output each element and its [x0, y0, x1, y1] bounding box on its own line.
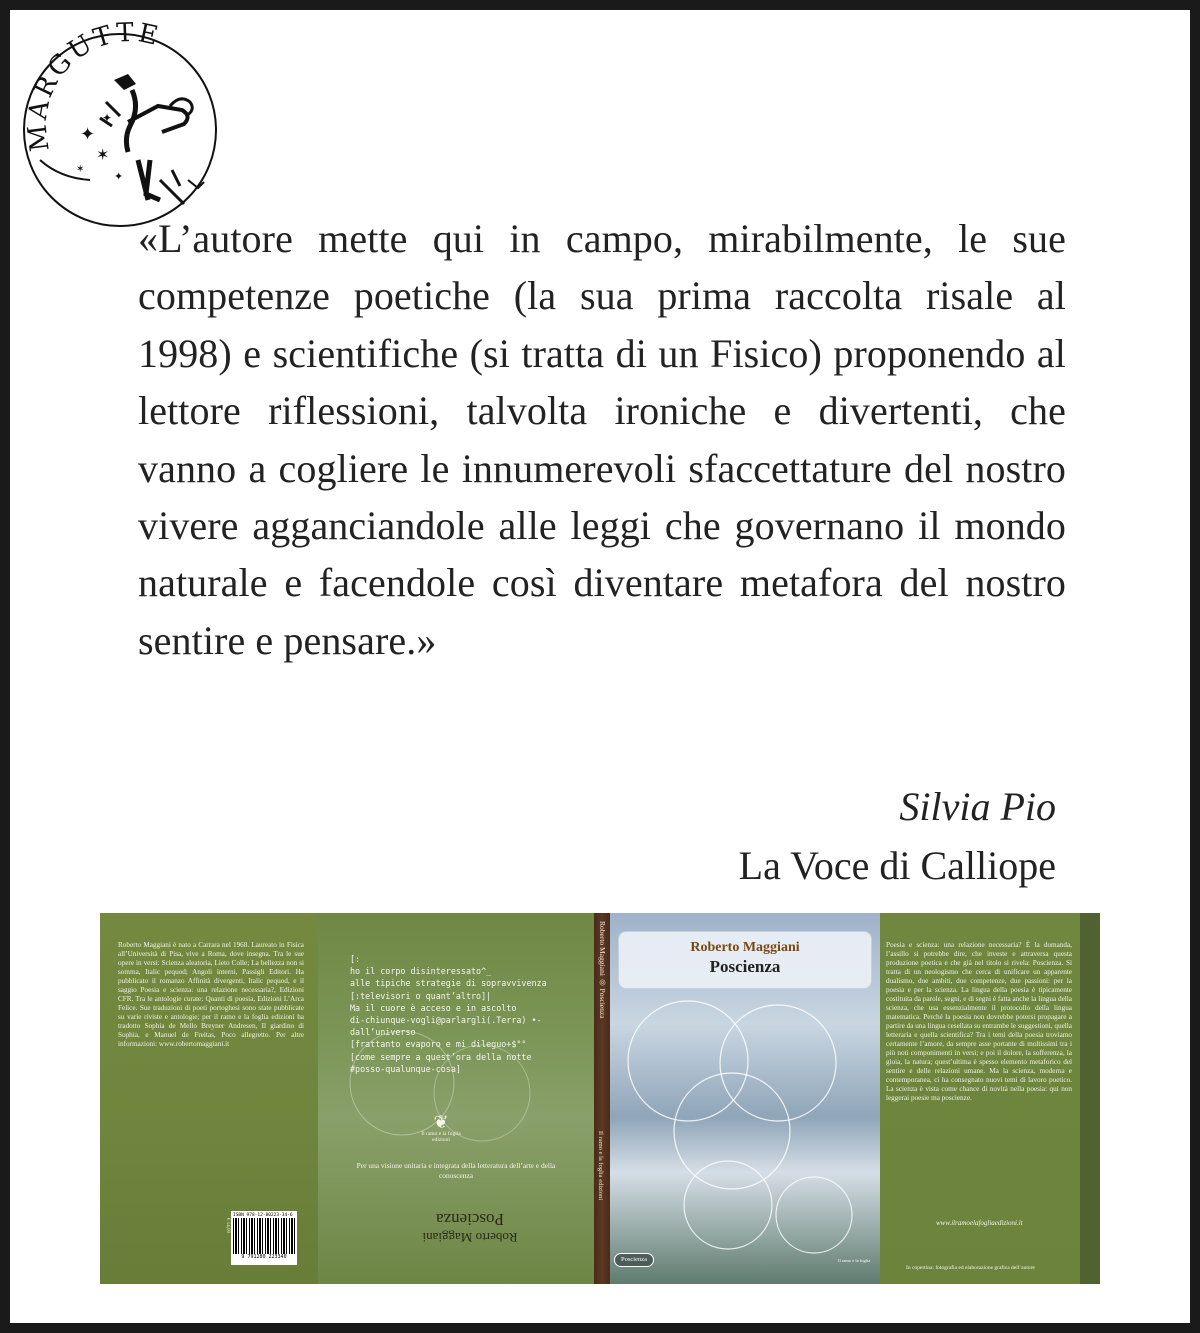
front-flap-text: Poesia e scienza: una relazione necessaria? È la domanda, l’assillo si potrebbe dire, che investe e attraversa questa produzione poetica e che già nel titolo si rivela: Poscienza. Si tratta di un neologismo che cerca di unificare un apparente dualismo, due ambiti, due competenze, due passioni: per la poesia e per la scienza. La lingua della poesia è tipicamente costituita da parole, segni, e di segni è fatta anche la lingua della scienza, che usa essenzialmente il protocollo della lingua matematica. Perché la poesia non dovrebbe potersi propagare a partire da una lingua cesellata su entrambe le suggestioni, quella letteraria e quella scientifica? Tra i temi della poesia troviamo certamente l’amore, da sempre asse portante di moltissimi tra i più noti componimenti in versi; e poi il dolore, la sofferenza, la gioia, la natura; quest’ultima è spesso elemento metaforico del sentire e delle relazioni umane. Ma la scienza, moderna e contemporanea, ci ha consegnato nuovi temi di lavoro poetico. La scienza è vista come chance di novità nella poesia: qui non leggerai poesie ma poscienze. — [886, 941, 1072, 1102]
publisher-name: Il ramo e la foglia — [421, 1131, 461, 1137]
cover-edge — [1080, 913, 1100, 1284]
svg-text:✦: ✦ — [80, 124, 96, 144]
publisher-website: www.ilramoelafogliaedizioni.it — [936, 1219, 1023, 1227]
front-author: Roberto Maggiani — [690, 940, 800, 955]
spine-publisher: Il ramo e la foglia edizioni — [597, 1131, 604, 1201]
poem-line: [frattanto evaporo e mi dileguo+$°° — [350, 1039, 527, 1050]
author-bio: Roberto Maggiani è nato a Carrara nel 1968. Laureato in Fisica all’Università di Pisa, vive a Roma, dove insegna. Tra le sue opere in versi: Scienza aleatoria, Lieto Colle; La bellezza non si somma, Italic pequod; Angoli interni, Passigli Editori. Ha pubblicato il romanzo Affinità divergenti, Italic pequod, e il saggio Poesia e scienza: una relazione necessaria?, Edizioni CFR. Tra le antologie curate: Quanti di poesia, Edizioni L’Arca Felice. Sue traduzioni di poeti portoghesi sono state pubblicate su varie riviste e antologie; per il ramo e la foglia edizioni ha tradotto Sophia de Mello Breyner Andresen, Il giardino di Sophia, e Manuel de Freitas, Poco allegretto. Per altre informazioni: www.robertomaggiani.it — [118, 941, 304, 1048]
svg-text:MARGUTTE: MARGUTTE — [22, 17, 164, 154]
barcode-number: 9 791280 223340 — [241, 1254, 287, 1260]
poem-line: [:televisori o quant’altro]| — [350, 990, 492, 1001]
svg-text:✦: ✦ — [114, 171, 124, 183]
poem-line: alle tipiche strategie di sopravvivenza — [350, 978, 547, 989]
poem-line: [: — [350, 954, 361, 964]
flipped-author: Roberto Maggiani — [422, 1230, 518, 1245]
quote-source: La Voce di Calliope — [738, 843, 1056, 888]
book-cover-spread — [100, 913, 1100, 1284]
review-quote: «L’autore mette qui in campo, mirabilmente, le sue competenze poetiche (la sua prima raccolta risale al 1998) e scientifiche (si tratta di un Fisico) proponendo al lettore riflessioni, talvolta ironiche e divertenti, che vanno a cogliere le innumerevoli sfaccettature del nostro vivere agganciandole alle leggi che governano il mondo naturale e facendole così diventare metafora del nostro sentire e pensare.» — [138, 216, 1066, 663]
isbn-label: ISBN 978-12-80223-34-6 — [233, 1213, 293, 1218]
barcode-bars-icon — [233, 1218, 295, 1254]
front-book-title: Poscienza — [709, 957, 781, 976]
back-flipped-title — [390, 1209, 550, 1245]
publisher-logo — [416, 1113, 466, 1143]
publisher-sub: edizioni — [432, 1137, 450, 1143]
svg-text:✶: ✶ — [76, 164, 85, 175]
poem-line: di-chiunque-vogli@parlargli(.Terra) •-dall’universo — [350, 1015, 542, 1038]
poem-line: ho il corpo disinteressato^_ — [350, 966, 492, 977]
front-publisher: Il ramo e la foglia — [838, 1258, 871, 1263]
spine-title: Roberto Maggiani ◎ Poscienza — [598, 921, 607, 1019]
leaf-icon: ❦ — [433, 1112, 449, 1132]
poem-line: #posso-qualunque-cosa] — [350, 1063, 461, 1074]
price-label: € 14,00 — [225, 1218, 230, 1233]
cover-credit: In copertina: fotografia ed elaborazione grafica dell’autore — [906, 1265, 1035, 1271]
flipped-book-title: Poscienza — [436, 1210, 504, 1229]
svg-text:✦: ✦ — [102, 111, 113, 125]
front-title-box — [618, 931, 872, 989]
svg-text:✶: ✶ — [96, 147, 110, 164]
front-badge: Poscienza — [614, 1253, 654, 1267]
barcode — [231, 1211, 297, 1265]
poem-line: [come sempre a quest’ora della notte — [350, 1051, 532, 1062]
publisher-motto: Per una visione unitaria e integrata della letteratura dell’arte e della conoscenza — [356, 1161, 556, 1180]
poem-line: Ma il cuore è acceso e in ascolto — [350, 1002, 517, 1013]
quote-author: Silvia Pio — [899, 784, 1056, 829]
